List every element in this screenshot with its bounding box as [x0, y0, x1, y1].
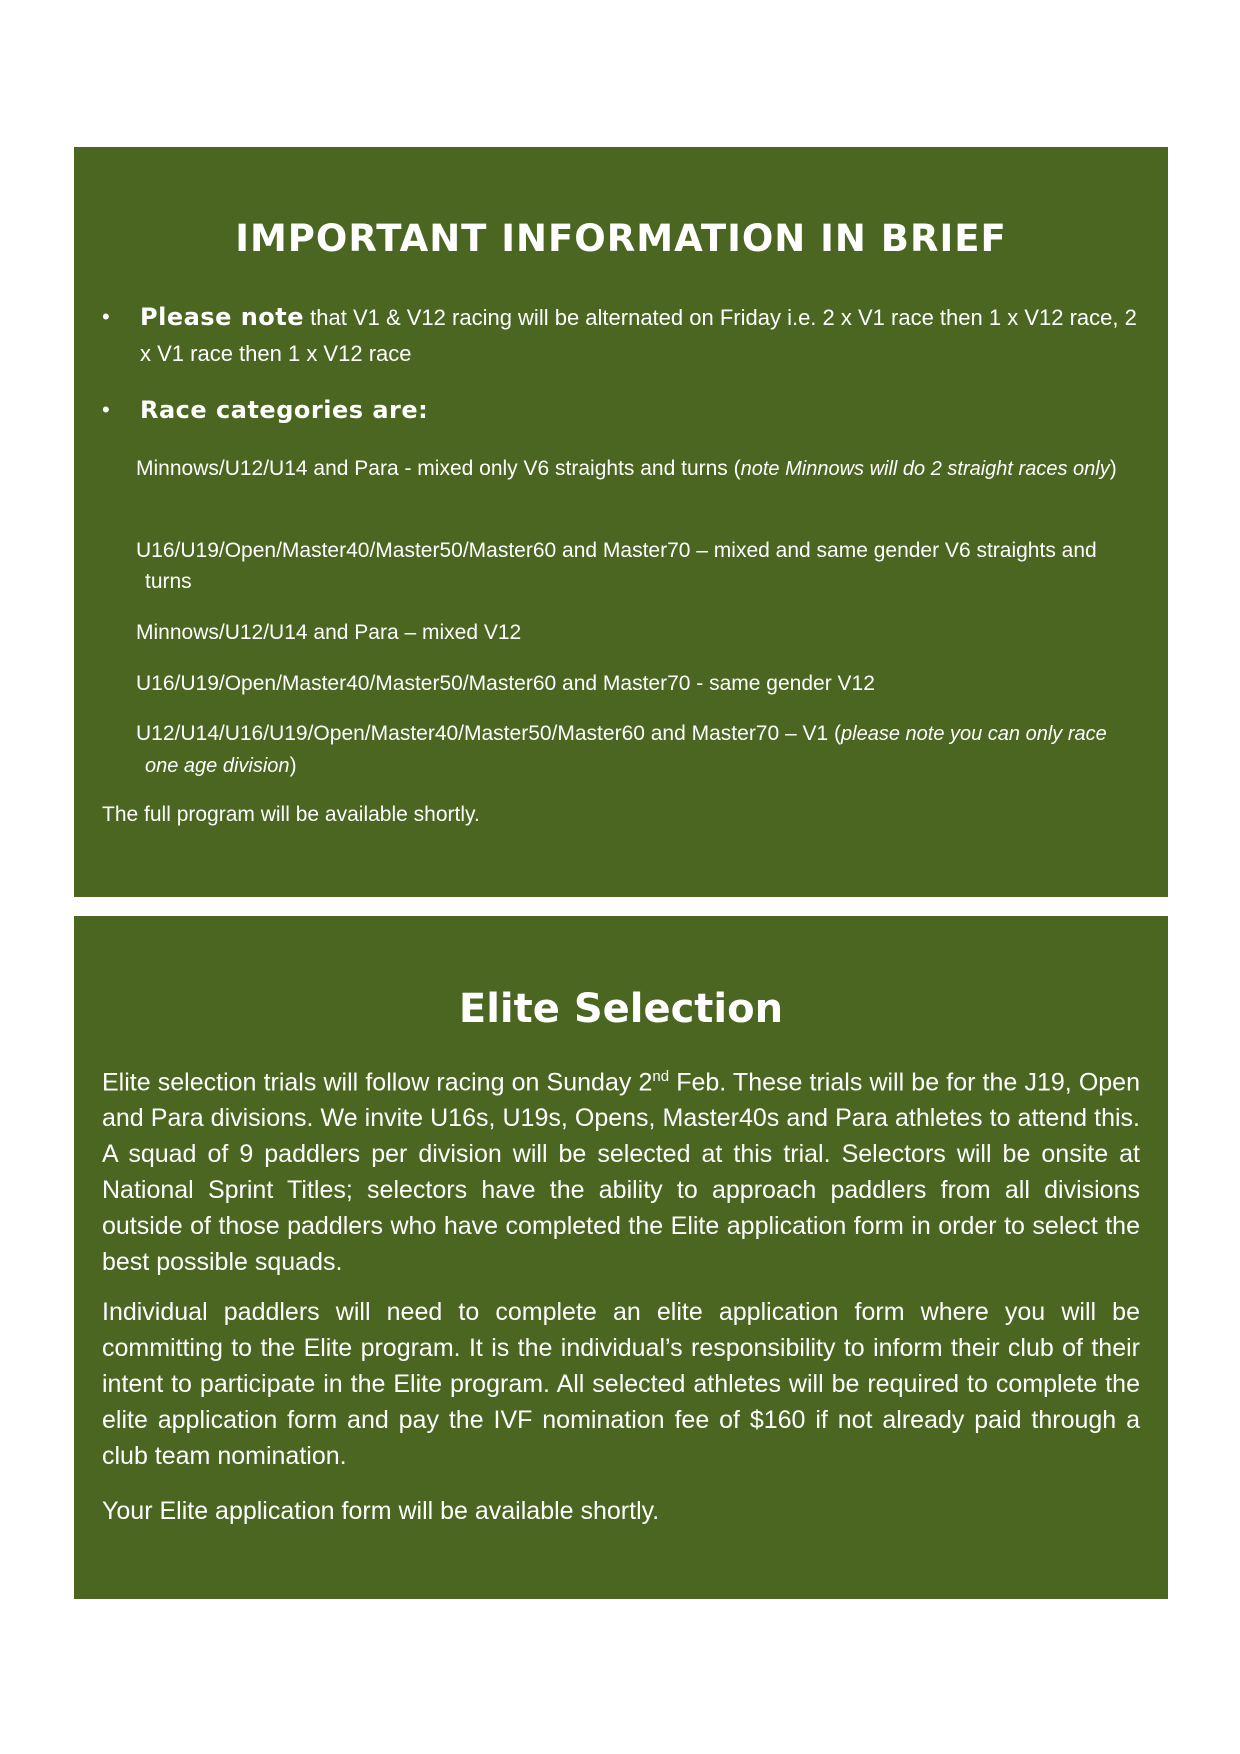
bullet-text-alternation: that V1 & V12 racing will be alternated on Friday i.e. 2 x V1 race then 1 x V12 race, 2 x V1 race then 1 x V12 race — [140, 305, 1137, 366]
race-category-text: U16/U19/Open/Master40/Master50/Master60 and Master70 - same gender V12 — [136, 672, 875, 695]
bullet-content — [140, 299, 1142, 372]
elite-trials-text-rest: Feb. These trials will be for the J19, Open and Para divisions. We invite U16s, U19s, Opens, Master40s and Para athletes to attend this. A squad of 9 paddlers per division will be selected at this trial. Selectors will be onsite at National Sprint Titles; selectors have the ability to approach paddlers from all divisions outside of those paddlers who have completed the Elite application form in order to select the best possible squads. — [102, 1068, 1140, 1277]
race-category-close: ) — [1109, 457, 1117, 480]
bullet-dot: • — [102, 397, 110, 422]
race-category-item — [136, 535, 1124, 597]
race-category-item — [136, 617, 1124, 648]
bullet-lead-please-note: Please note — [140, 303, 305, 331]
important-information-panel — [74, 147, 1168, 897]
race-category-item — [136, 668, 1124, 699]
bullet-please-note — [102, 299, 1142, 372]
full-program-note: The full program will be available shortly. — [102, 803, 480, 826]
race-category-text: Minnows/U12/U14 and Para – mixed V12 — [136, 621, 522, 644]
important-information-title: IMPORTANT INFORMATION IN BRIEF — [235, 217, 1007, 260]
race-category-item — [136, 453, 1124, 485]
race-category-item — [136, 718, 1124, 782]
elite-selection-panel — [74, 916, 1168, 1599]
elite-form-availability: Your Elite application form will be available shortly. — [102, 1497, 660, 1525]
bullet-dot: • — [102, 304, 110, 329]
race-category-text: U12/U14/U16/U19/Open/Master40/Master50/Master60 and Master70 – V1 ( — [136, 722, 842, 745]
elite-selection-title: Elite Selection — [458, 986, 784, 1032]
elite-trials-paragraph — [102, 1059, 1140, 1280]
race-category-text: U16/U19/Open/Master40/Master50/Master60 and Master70 – mixed and same gender V6 straights and turns — [136, 539, 1097, 593]
bullet-race-categories — [102, 392, 1142, 429]
race-category-note: note Minnows will do 2 straight races only — [740, 458, 1110, 480]
bullet-lead-race-categories: Race categories are: — [140, 396, 429, 424]
race-category-close: ) — [289, 754, 297, 777]
elite-trials-text-start: Elite selection trials will follow racing on Sunday 2 — [102, 1068, 653, 1097]
race-category-note: please note you can only race one age division — [145, 723, 1107, 777]
race-category-text: Minnows/U12/U14 and Para - mixed only V6 straights and turns ( — [136, 457, 741, 480]
elite-application-paragraph: Individual paddlers will need to complete an elite application form where you will be committing to the Elite program. It is the individual’s responsibility to inform their club of their intent to participate in the Elite program. All selected athletes will be required to complete the elite application form and pay the IVF nomination fee of $160 if not already paid through a club team nomination. — [102, 1298, 1140, 1470]
bullet-content — [140, 392, 1142, 429]
date-ordinal-suffix: nd — [652, 1068, 670, 1085]
